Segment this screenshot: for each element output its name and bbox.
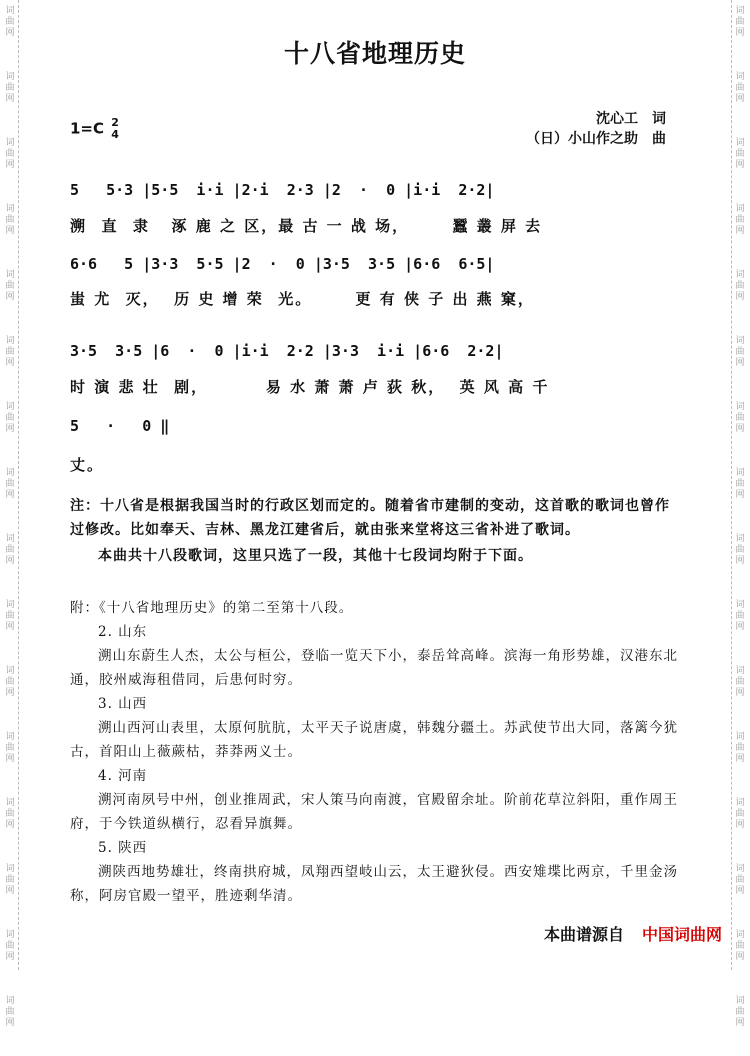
source-footer (544, 922, 722, 945)
watermark-mark: 词曲网 (5, 996, 15, 1028)
watermark-mark: 词曲网 (735, 798, 745, 830)
watermark-mark: 词曲网 (735, 930, 745, 962)
score-line-4-lyrics: 丈。 (70, 456, 105, 474)
watermark-mark: 词曲网 (5, 270, 15, 302)
watermark-mark: 词曲网 (735, 402, 745, 434)
watermark-mark: 词曲网 (5, 72, 15, 104)
watermark-mark: 词曲网 (735, 72, 745, 104)
score-line-2-lyrics: 蚩 尤 灭， 历 史 增 荣 光。 更 有 侠 子 出 燕 窠， (70, 290, 535, 308)
appendix-section-4-heading: 4. 河南 (98, 768, 148, 784)
watermark-mark: 词曲网 (5, 336, 15, 368)
watermark-mark: 词曲网 (735, 270, 745, 302)
watermark-mark: 词曲网 (735, 600, 745, 632)
watermark-mark: 词曲网 (735, 468, 745, 500)
appendix-section-3-heading: 3. 山西 (98, 696, 148, 712)
time-unit: 4 (111, 128, 119, 141)
watermark-mark: 词曲网 (735, 138, 745, 170)
right-watermark-strip (731, 0, 748, 1028)
lyricist-credit: 沈心工 词 (596, 111, 666, 127)
appendix-section-3-text: 溯山西河山表里，太原何肮肮，太平天子说唐虞，韩魏分疆土。苏武使节出大同，落篱今犹古，首阳山上薇蕨枯，莽莽两义士。 (70, 720, 678, 760)
watermark-mark: 词曲网 (735, 204, 745, 236)
watermark-mark: 词曲网 (735, 336, 745, 368)
watermark-mark: 词曲网 (735, 732, 745, 764)
key-label: 1=C (70, 119, 105, 138)
score-line-3-lyrics: 时 演 悲 壮 剧， 易 水 萧 萧 卢 荻 秋， 英 风 高 千 (70, 378, 550, 396)
watermark-mark: 词曲网 (5, 864, 15, 896)
watermark-mark: 词曲网 (5, 666, 15, 698)
key-signature (70, 117, 119, 141)
watermark-mark: 词曲网 (5, 798, 15, 830)
watermark-mark: 词曲网 (735, 534, 745, 566)
appendix-section-2-text: 溯山东蔚生人杰，太公与桓公，登临一览天下小，泰岳耸高峰。滨海一角形势雄，汉港东北通，胶州威海租借同，后患何时穷。 (70, 648, 678, 688)
appendix-section-2-heading: 2. 山东 (98, 624, 148, 640)
watermark-mark: 词曲网 (5, 402, 15, 434)
watermark-mark: 词曲网 (5, 930, 15, 962)
watermark-mark: 词曲网 (735, 666, 745, 698)
appendix-section-5-heading: 5. 陕西 (98, 840, 148, 856)
composer-credit: （日）小山作之助 曲 (526, 131, 666, 147)
watermark-mark: 词曲网 (5, 534, 15, 566)
watermark-mark: 词曲网 (5, 600, 15, 632)
watermark-mark: 词曲网 (5, 732, 15, 764)
page-title: 十八省地理历史 (283, 39, 466, 68)
score-line-2-notes: 6·6 5 |3·3 5·5 |2 · 0 |3·5 3·5 |6·6 6·5| (70, 255, 495, 273)
watermark-mark: 词曲网 (5, 6, 15, 38)
watermark-mark: 词曲网 (735, 6, 745, 38)
watermark-mark: 词曲网 (5, 138, 15, 170)
time-signature (111, 117, 119, 141)
site-link[interactable]: 中国词曲网 (641, 925, 722, 944)
note-paragraph-2: 本曲共十八段歌词，这里只选了一段，其他十七段词均附于下面。 (98, 548, 533, 564)
watermark-mark: 词曲网 (5, 468, 15, 500)
score-line-1-notes: 5 5·3 |5·5 i·i |2·i 2·3 |2 · 0 |i·i 2·2| (70, 181, 495, 199)
score-line-3-notes: 3·5 3·5 |6 · 0 |i·i 2·2 |3·3 i·i |6·6 2·2| (70, 342, 504, 360)
watermark-mark: 词曲网 (5, 204, 15, 236)
source-label: 本曲谱源自 (543, 925, 624, 944)
watermark-mark: 词曲网 (735, 996, 745, 1028)
time-beats: 2 (111, 116, 119, 129)
appendix-section-4-text: 溯河南夙号中州，创业推周武，宋人策马向南渡，官殿留余址。阶前花草泣斜阳，重作周王府，于今铁道纵横行，忍看异旗舞。 (70, 792, 678, 832)
score-line-4-notes: 5 · 0 ‖ (70, 417, 170, 435)
score-line-1-lyrics: 溯 直 隶 涿 鹿 之 区，最 古 一 战 场， 蠶 叢 屏 去 (70, 217, 543, 235)
watermark-mark: 词曲网 (735, 864, 745, 896)
appendix-section-5-text: 溯陕西地势雄壮，终南拱府城，凤翔西望岐山云，太王避狄侵。西安雉堞比两京，千里金汤称，阿房官殿一望平，胜迹剩华清。 (70, 864, 678, 904)
appendix-intro: 附：《十八省地理历史》的第二至第十八段。 (70, 600, 354, 616)
note-paragraph-1: 注：十八省是根据我国当时的行政区划而定的。随着省市建制的变动，这首歌的歌词也曾作过修改。比如奉天、吉林、黑龙江建省后，就由张来堂将这三省补进了歌词。 (70, 498, 670, 538)
left-watermark-strip (2, 0, 19, 1028)
